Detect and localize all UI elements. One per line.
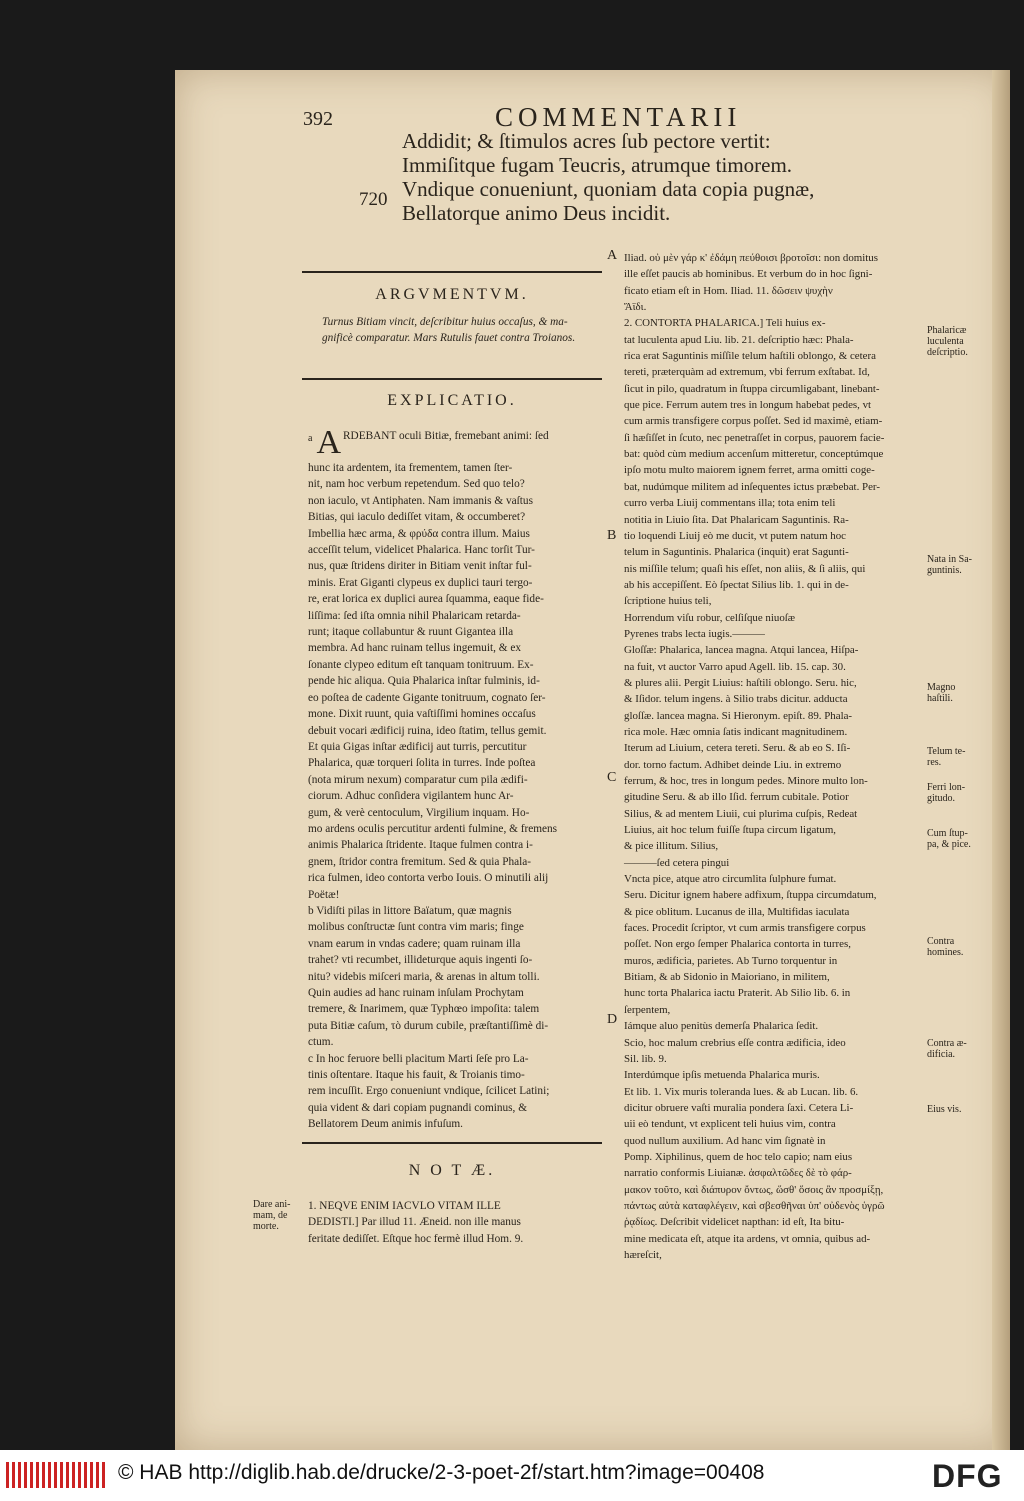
- margin-note-right: Cum ſtup- pa, & pice.: [927, 828, 971, 850]
- margin-note-right: Telum te- res.: [927, 746, 966, 768]
- text-line: nis miſſile telum; quaſi his eſſet, non aliis, & ſi aliis, qui: [624, 562, 866, 575]
- text-line: Quin audies ad hanc ruinam inſulam Prochytam: [308, 987, 524, 999]
- book-page: [175, 70, 1010, 1450]
- text-line: poſſet. Non ergo ſemper Phalarica contorta in turres,: [624, 938, 851, 951]
- explicatio-text: [308, 424, 608, 1133]
- text-line: molibus conſtructæ ſunt contra vim maris; finge: [308, 921, 524, 934]
- text-line: & plures alii. Pergit Liuius: haſtili oblongo. Seru. hic,: [624, 676, 857, 689]
- text-line: Iterum ad Liuium, cetera tereti. Seru. & ab eo S. Iſi-: [624, 742, 851, 755]
- text-line: ſi hæſiſſet in ſcuto, nec penetraſſet in corpus, pauorem facie-: [624, 431, 885, 444]
- text-line: Gloſſæ: Phalarica, lancea magna. Atqui lancea, Hiſpa-: [624, 644, 859, 657]
- text-line: feritate dediſſet. Eſtque hoc fermè illud Hom. 9.: [308, 1232, 524, 1245]
- text-line: mine medicata eſt, atque ita ardens, vt omnia, quibus ad-: [624, 1232, 871, 1245]
- text-line: acceſſit telum, videlicet Phalarica. Hanc torſit Tur-: [308, 544, 535, 557]
- text-line: Interdúmque ipſis metuenda Phalarica muris.: [624, 1069, 820, 1082]
- text-line: 1. NEQVE ENIM IACVLO VITAM ILLE: [308, 1200, 501, 1212]
- text-line: Et quia Gigas inſtar ædificij aut turris, percutitur: [308, 740, 527, 753]
- text-line: Pyrenes trabs lecta iugis.———: [624, 627, 765, 640]
- margin-note-right: Eius vis.: [927, 1104, 962, 1115]
- text-line: Iámque aluo penitùs demerſa Phalarica ſedit.: [624, 1020, 819, 1033]
- text-line: dicitur obruere vaſti muralia pondera ſaxi. Cetera Li-: [624, 1101, 854, 1114]
- notae-heading: N O T Æ.: [408, 1162, 496, 1179]
- text-line: tio loquendi Liuij eò me ducit, vt putem natum hoc: [624, 529, 847, 542]
- text-line: Et lib. 1. Vix muris toleranda lues. & ab Lucan. lib. 6.: [624, 1085, 859, 1098]
- text-line: que pice. Ferrum autem tres in longum habebat pedes, vt: [624, 399, 872, 412]
- text-line: Bitiam, & ab Sidonio in Maioriano, in militem,: [624, 971, 830, 984]
- text-line: nus, quæ ſtridens diriter in Bitiam venit inſtar ful-: [308, 560, 532, 573]
- text-line: ῥᾳδίως. Deſcribit videlicet napthan: id eſt, Ita bitu-: [624, 1216, 845, 1229]
- color-ruler-icon: [6, 1462, 108, 1488]
- margin-note-right: Nata in Sa- guntinis.: [927, 554, 972, 576]
- text-line: ciorum. Adhuc conſidera vigilantem hunc Ar-: [308, 790, 514, 803]
- notae-text: [308, 1198, 523, 1247]
- text-line: Phalarica, quæ torqueri ſolita in turres. Inde poſtea: [308, 757, 536, 770]
- text-line: runt; itaque collabuntur & ruunt Gigantea illa: [308, 626, 514, 639]
- text-line: μακον τοῦτο, καὶ διάπυρον ὄντως, ὥσθ' ὅσοις ἂν προσμίξῃ,: [624, 1183, 884, 1196]
- footer-bar: [0, 1450, 1024, 1501]
- text-line: narratio conformis Liuianæ. ἀσφαλτῶδες δὲ τὸ φάρ-: [624, 1167, 852, 1180]
- text-line: Ἄϊδι.: [624, 301, 647, 314]
- rule: [302, 271, 602, 273]
- text-line: Imbellia hæc arma, & φρύδα contra illum. Maius: [308, 527, 530, 540]
- section-letter: A: [607, 248, 618, 263]
- verse-line: Vndique conueniunt, quoniam data copia pugnæ,: [402, 177, 815, 201]
- margin-note-right: Magno haſtili.: [927, 682, 956, 704]
- text-line: Liuius, ait hoc telum fuiſſe ſtupa circum ligatum,: [624, 824, 837, 837]
- text-line: rica erat Saguntinis miſſile telum haſtili oblongo, & cetera: [624, 350, 876, 363]
- text-line: ferrum, & hoc, tres in longum pedes. Minore multo lon-: [624, 775, 868, 787]
- argumentum-text: [322, 314, 575, 347]
- text-line: dor. torno factum. Adhibet deinde Liu. in extremo: [624, 758, 842, 771]
- margin-note-right: Contra æ- dificia.: [927, 1038, 967, 1060]
- text-line: ab his accepiſſent. Eò ſpectat Silius lib. 1. qui in de-: [624, 578, 849, 591]
- text-line: Seru. Dicitur ignem habere adfixum, ſtuppa circumdatum,: [624, 889, 877, 902]
- text-line: Turnus Bitiam vincit, deſcribitur huius occaſus, & ma-: [322, 316, 568, 328]
- text-line: ipſo motu multo maiorem ignem ferret, arma omitti coge-: [624, 464, 875, 477]
- text-line: animis Phalarica ſtridente. Itaque fulmen contra i-: [308, 839, 533, 852]
- text-line: minis. Erat Giganti clypeus ex duplici tauri tergo-: [308, 576, 533, 589]
- text-line: gnificè comparatur. Mars Rutulis fauet contra Troianos.: [322, 332, 576, 345]
- text-line: rica mole. Hæc omnia ſatis indicant magnitudinem.: [624, 725, 848, 738]
- text-line: debuit vocari ædificij ruina, ideo ſtatim, tellus gemit.: [308, 724, 547, 737]
- text-line: ———ſed cetera pingui: [624, 856, 730, 869]
- text-line: gloſſæ. lancea magna. Si Hieronym. epiſt. 89. Phala-: [624, 709, 853, 722]
- margin-note-right: Contra homines.: [927, 936, 964, 958]
- text-line: & pice oblitum. Lucanus de illa, Multifidas iaculata: [624, 905, 850, 918]
- text-line: Bellatorem Deum animis infuſum.: [308, 1118, 463, 1131]
- dfg-logo: DFG: [932, 1458, 1003, 1494]
- explicatio-heading: EXPLICATIO.: [387, 392, 517, 409]
- text-line: nit, nam hoc verbum repetendum. Sed quo telo?: [308, 478, 525, 491]
- text-line: hæreſcit,: [624, 1248, 662, 1261]
- text-line: gitudine Seru. & ab illo Iſid. ferrum cubitale. Potior: [624, 791, 849, 804]
- text-line: ſicut in pilo, quadratum in ſtuppa circumligabant, linebant-: [624, 382, 880, 395]
- section-letter: B: [607, 528, 617, 543]
- note-marker: a: [308, 433, 313, 444]
- text-line: c In hoc feruore belli placitum Marti ſeſe pro La-: [308, 1052, 529, 1065]
- margin-note-right: Ferri lon- gitudo.: [927, 782, 966, 804]
- text-line: Silius, & ad mentem Liuii, cui plurima cuſpis, Redeat: [624, 807, 858, 820]
- verse-number: 720: [359, 189, 388, 210]
- text-line: ficato etiam eſt in Hom. Iliad. 11. δῶσειν ψυχὴν: [624, 284, 833, 297]
- section-letter: D: [607, 1012, 618, 1027]
- rule: [302, 1142, 602, 1144]
- text-line: eo poſtea de cadente Gigante tonitruum, cognato ſer-: [308, 691, 546, 704]
- text-line: cum armis transfigere corpus poſſet. Sed id maximè, etiam-: [624, 415, 883, 428]
- margin-note-right: Phalaricæ luculenta deſcriptio.: [927, 325, 968, 358]
- section-letter: C: [607, 770, 617, 785]
- text-line: Iliad. οὐ μὲν γάρ κ' ἐδάμη πεύθοισι βροτοῖσι: non domitus: [624, 252, 878, 264]
- text-line: ille eſſet paucis ab hominibus. Et verbum do in hoc ſigni-: [624, 268, 873, 281]
- drop-cap: A: [316, 424, 342, 461]
- text-line: mo ardens oculis percutitur ardenti fulmine, & fremens: [308, 822, 558, 835]
- verse-line: Addidit; & ſtimulos acres ſub pectore vertit:: [402, 129, 771, 153]
- text-line: na fuit, vt auctor Varro apud Agell. lib. 15. cap. 30.: [624, 660, 846, 673]
- text-line: mone. Dixit ruunt, quia vaſtiſſimi homines occaſus: [308, 708, 536, 721]
- text-line: quod nullum auxilium. Ad hanc vim ſignatè in: [624, 1134, 826, 1147]
- text-line: membra. Ad hanc ruinam tellus ingemuit, & ex: [308, 642, 522, 655]
- text-line: bat, nudúmque militem ad inſequentes ictus præbebat. Per-: [624, 480, 880, 493]
- rule: [302, 378, 602, 380]
- text-line: notitia in Liuio ſita. Dat Phalaricam Saguntinis. Ra-: [624, 513, 849, 526]
- text-line: puta Bitiæ caſum, τὸ durum cubile, præſtantiſſimè di-: [308, 1019, 549, 1032]
- text-line: hunc ita ardentem, ita frementem, tamen ſter-: [308, 462, 513, 474]
- text-line: uii eò tendunt, vt explicent teli huius vim, contra: [624, 1118, 836, 1131]
- text-line: rem incuſſit. Ergo conueniunt vndique, ſcilicet Latini;: [308, 1085, 550, 1098]
- text-line: pende hic aliqua. Quia Phalarica inſtar fulminis, id-: [308, 675, 540, 688]
- right-column-text: [624, 250, 885, 1263]
- text-line: tinis oſtentare. Itaque his fauit, & Troianis timo-: [308, 1069, 525, 1082]
- text-line: rica fulmen, ideo contorta verbo Iouis. O minutili alij: [308, 872, 549, 885]
- text-line: vnam earum in vndas cadere; quam ruinam illa: [308, 937, 521, 950]
- text-line: gnem, ſtridor contra fremitum. Sed & quia Phala-: [308, 855, 532, 868]
- text-line: DEDISTI.] Par illud 11. Æneid. non ille manus: [308, 1216, 521, 1229]
- text-line: Poëtæ!: [308, 888, 340, 901]
- text-line: ſerpentem,: [624, 1003, 671, 1016]
- text-line: b Vidiſti pilas in littore Baïatum, quæ magnis: [308, 904, 512, 917]
- text-line: tremere, & Inarimem, quæ Typhœo impoſita: talem: [308, 1003, 540, 1016]
- text-line: quia vident & dari copiam pugnandi cominus, &: [308, 1101, 527, 1114]
- text-line: nitu? videbis miſceri maria, & arenas in altum tolli.: [308, 970, 540, 983]
- text-line: Bitias, qui iaculo dediſſet vitam, & occumberet?: [308, 511, 526, 524]
- verse-line: Bellatorque animo Deus incidit.: [402, 201, 671, 225]
- text-line: non iaculo, vt Antiphaten. Nam immanis & vaſtus: [308, 494, 533, 507]
- text-line: trahet? vti recumbet, illideturque aquis ingenti ſo-: [308, 954, 533, 967]
- text-line: bat: quòd cùm medium accenſum mitteretur, conceptúmque: [624, 448, 884, 461]
- text-line: & Iſidor. telum ingens. à Silio trabs dicitur. adducta: [624, 693, 848, 706]
- text-line: Vncta pice, atque atro circumlita ſulphure fumat.: [624, 873, 837, 886]
- text-line: ctum.: [308, 1036, 334, 1049]
- margin-note-left: Dare ani- mam, de morte.: [253, 1199, 291, 1232]
- argumentum-heading: ARGVMENTVM.: [375, 286, 529, 303]
- text-line: Sil. lib. 9.: [624, 1052, 667, 1065]
- text-line: tereti, præterquàm ad extremum, vbi ferrum exſtabat. Id,: [624, 366, 870, 379]
- text-line: re, erat lorica ex duplici aurea ſquamma, eaque fide-: [308, 593, 544, 606]
- text-line: (nota mirum nexum) comparatur cum pila ædifi-: [308, 773, 528, 786]
- text-line: liſſima: ſed iſta omnia nihil Phalaricam retarda-: [308, 609, 521, 622]
- text-line: πάντως αὐτὰ καταφλέγειν, καὶ σβεσθῆναι ὑπ' οὐδενὸς ὑγρῶ: [624, 1199, 885, 1212]
- running-head: COMMENTARII: [495, 102, 742, 132]
- text-line: faces. Procedit ſcriptor, vt cum armis transfigere corpus: [624, 922, 866, 935]
- text-line: ſonante clypeo editum eſt tanquam tonitruum. Ex-: [308, 658, 534, 671]
- text-line: RDEBANT oculi Bitiæ, fremebant animi: ſed: [343, 430, 549, 442]
- text-line: tat luculenta apud Liu. lib. 21. deſcriptio hæc: Phala-: [624, 333, 854, 346]
- text-line: ſcriptione huius teli,: [624, 595, 712, 608]
- text-line: Pomp. Xiphilinus, quem de hoc telo capio; nam eius: [624, 1150, 853, 1163]
- text-line: 2. CONTORTA PHALARICA.] Teli huius ex-: [624, 317, 826, 330]
- text-line: telum in Saguntinis. Phalarica (inquit) erat Sagunti-: [624, 546, 849, 559]
- text-line: curro verba Liuij commentans illa; tota enim teli: [624, 497, 836, 510]
- text-line: muros, ædificia, parietes. Ab Turno torquentur in: [624, 954, 838, 967]
- copyright-link[interactable]: © HAB http://diglib.hab.de/drucke/2-3-poet-2f/start.htm?image=00408: [118, 1461, 765, 1484]
- text-line: Horrendum viſu robur, celſiſque niuoſæ: [624, 611, 796, 624]
- text-line: Scio, hoc malum crebrius eſſe contra ædificia, ideo: [624, 1036, 846, 1049]
- verse-line: Immiſitque fugam Teucris, atrumque timorem.: [402, 153, 793, 177]
- text-line: hunc torta Phalarica iactu Praterit. Ab Silio lib. 6. in: [624, 987, 851, 1000]
- page-number: 392: [303, 108, 333, 130]
- text-line: & pice illitum. Silius,: [624, 840, 719, 853]
- page-gutter: [992, 70, 1010, 1450]
- explicatio-lines: [308, 460, 608, 1133]
- text-line: gum, & verè centoculum, Virgilium inquam. Ho-: [308, 806, 530, 819]
